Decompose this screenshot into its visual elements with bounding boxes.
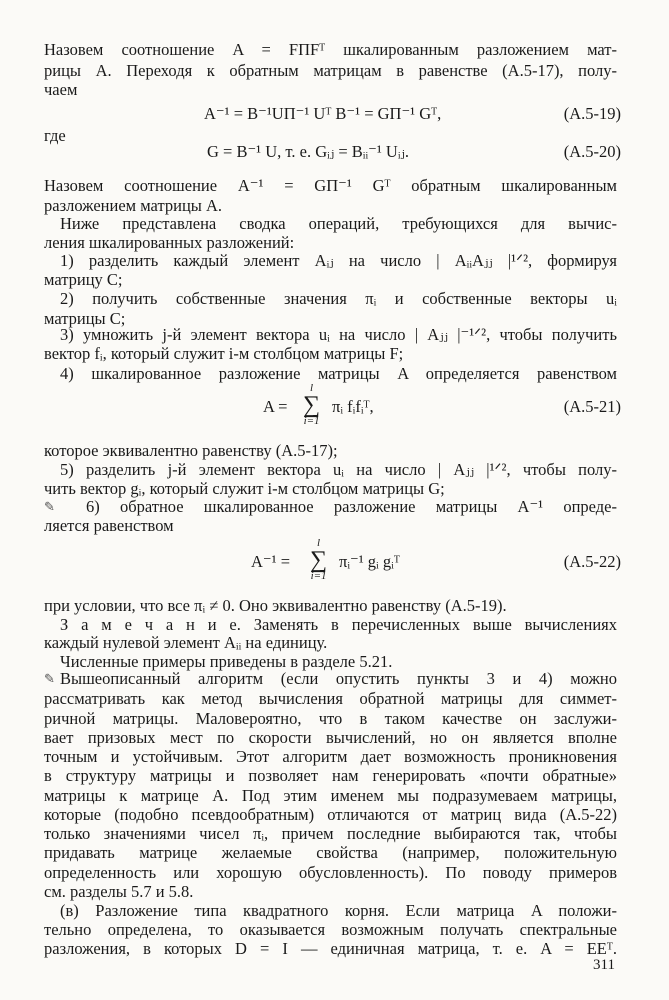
text-line: разложением матрицы A. [44,196,223,215]
text-line: разложения, в которых D = I — единичная матрица, т. е. A = EEᵀ. [44,939,617,958]
text-line: матрицы C; [44,309,126,328]
text-line: 1) разделить каждый элемент Aᵢⱼ на число | AᵢᵢAⱼⱼ |¹ᐟ², формируя [60,251,617,270]
text-line: ляется равенством [44,516,174,535]
text-line: 2) получить собственные значения πᵢ и собственные векторы uᵢ [60,289,617,308]
text-line: 3) умножить j-й элемент вектора uᵢ на число | Aⱼⱼ |⁻¹ᐟ², чтобы получить [60,325,617,344]
sum-lower-limit: i=1 [310,570,327,582]
equation-lhs: A⁻¹ = [251,552,291,571]
text-line: тельно определена, то оказывается возможным получать спектральные [44,920,617,939]
text-line: Назовем соотношение A⁻¹ = GΠ⁻¹ Gᵀ обратным шкалированным [44,176,617,195]
text-line: вает призовых мест по скорости вычислений, но он является вполне [44,728,617,747]
text-line: 4) шкалированное разложение матрицы A определяется равенством [60,364,617,383]
sum-symbol: ∑ [310,547,328,573]
margin-mark: ✎ [44,499,55,514]
text-line: чить вектор gᵢ, который служит i-м столбцом матрицы G; [44,479,445,498]
equation-number: (A.5-20) [563,142,621,161]
text-line: Численные примеры приведены в разделе 5.21. [60,652,393,671]
text-line: матрицу C; [44,270,123,289]
text-line: где [44,126,66,145]
equation-number: (A.5-22) [563,552,621,571]
text-line: 5) разделить j-й элемент вектора uᵢ на число | Aⱼⱼ |¹ᐟ², чтобы полу- [60,460,617,479]
text-line: рассматривать как метод вычисления обратной матрицы для симмет- [44,689,617,708]
text-line: при условии, что все πᵢ ≠ 0. Оно эквивалентно равенству (A.5-19). [44,596,507,615]
equation-number: (A.5-19) [563,104,621,123]
page-number: 311 [593,957,615,973]
equation-a5-19: A⁻¹ = B⁻¹UΠ⁻¹ Uᵀ B⁻¹ = GΠ⁻¹ Gᵀ, [204,104,442,123]
text-line: определенность или хорошую обусловленность). По поводу примеров [44,863,617,882]
text-line: вектор fᵢ, который служит i-м столбцом матрицы F; [44,344,404,363]
summation [303,383,320,427]
summation [310,538,327,582]
text-line: точным и устойчивым. Этот алгоритм дает возможность проникновения [44,747,617,766]
equation-rhs: πᵢ⁻¹ gᵢ gᵢᵀ [339,552,400,571]
text-line: З а м е ч а н и е. Заменять в перечисленных выше вычислениях [60,615,617,634]
margin-mark: ✎ [44,671,55,686]
text-line: рицы A. Переходя к обратным матрицам в равенстве (A.5-17), полу- [44,61,617,80]
equation-number: (A.5-21) [563,397,621,416]
equation-lhs: A = [263,397,288,416]
sum-upper-limit: l [310,382,314,394]
text-line: которое эквивалентно равенству (A.5-17); [44,441,338,460]
text-line: Вышеописанный алгоритм (если опустить пункты 3 и 4) можно [60,669,617,688]
text-line: 6) обратное шкалированное разложение матрицы A⁻¹ опреде- [86,497,617,516]
text-line: каждый нулевой элемент Aᵢᵢ на единицу. [44,633,328,652]
text-line: Ниже представлена сводка операций, требующихся для вычис- [60,214,617,233]
sum-upper-limit: l [317,537,321,549]
equation-rhs: πᵢ fᵢfᵢᵀ, [332,397,374,416]
equation-a5-20: G = B⁻¹ U, т. е. Gᵢⱼ = Bᵢᵢ⁻¹ Uᵢⱼ. [207,142,410,161]
section-heading-line: (в) Разложение типа квадратного корня. Если матрица A положи- [60,901,617,920]
text-line: чаем [44,80,78,99]
text-line: ричной матрицы. Маловероятно, что в таком качестве он заслужи- [44,709,617,728]
sum-lower-limit: i=1 [303,415,320,427]
text-line: см. разделы 5.7 и 5.8. [44,882,194,901]
text-line: в структуру матрицы и позволяет нам генерировать «почти обратные» [44,766,617,785]
text-line: придавать матрице желаемые свойства (например, положительную [44,843,617,862]
sum-symbol: ∑ [303,392,321,418]
text-line: матрицы к матрице A. Под этим именем мы подразумеваем матрицы, [44,786,617,805]
text-line: ления шкалированных разложений: [44,233,295,252]
text-line: Назовем соотношение A = FΠFᵀ шкалированным разложением мат- [44,40,617,59]
text-line: которые (подобно псевдообратным) отличаются от матриц вида (A.5-22) [44,805,617,824]
text-line: только значениями чисел πᵢ, причем последние выбираются так, чтобы [44,824,617,843]
